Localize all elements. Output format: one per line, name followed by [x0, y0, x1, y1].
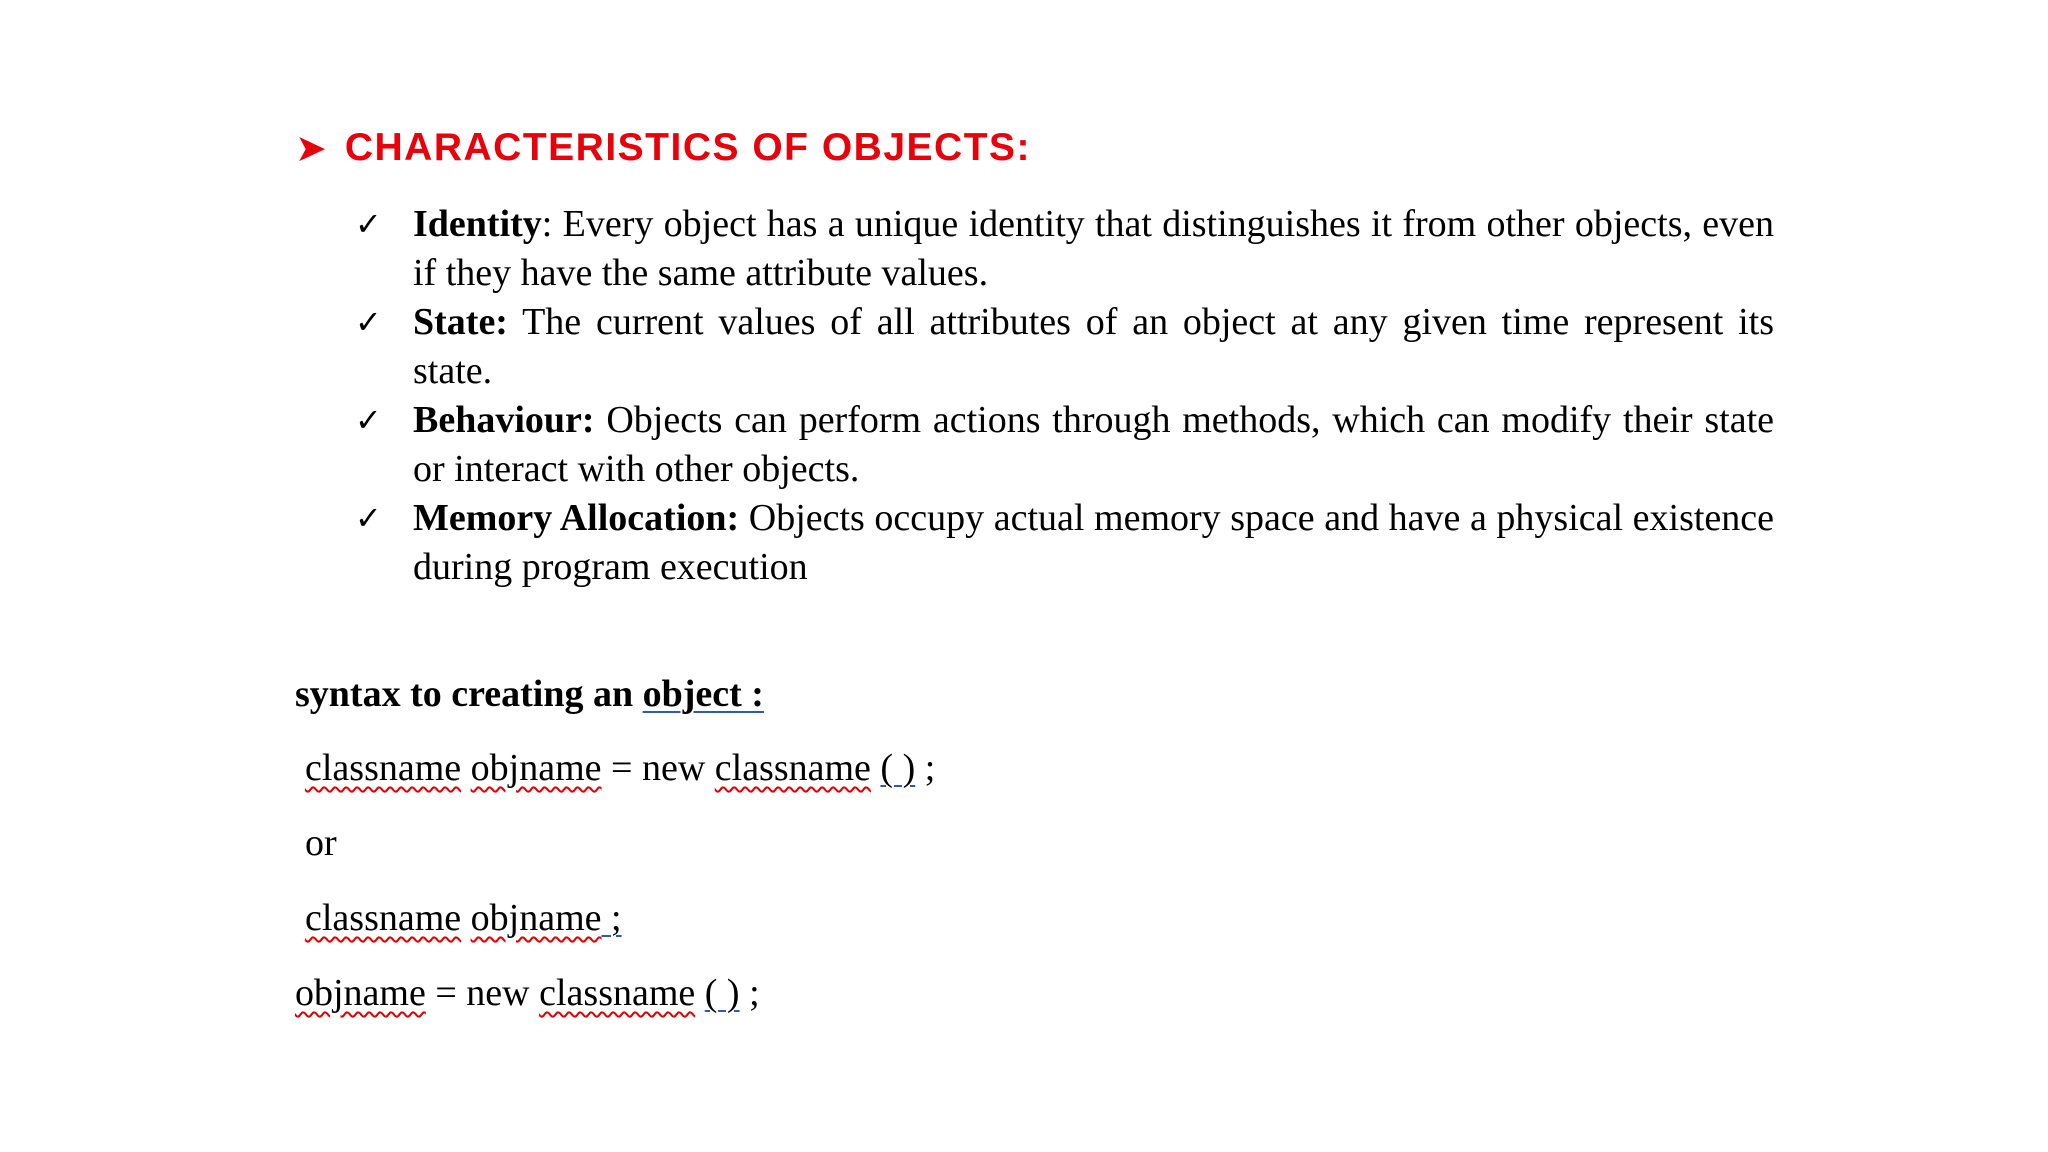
item-separator: [508, 301, 522, 343]
item-separator: :: [541, 203, 563, 245]
syntax-title: [295, 670, 764, 718]
item-text: The current values of all attributes of an object at any given time represent its state.: [413, 301, 1774, 392]
space: [461, 747, 471, 789]
objname-word: objname: [470, 747, 602, 789]
characteristics-list: [355, 200, 1774, 592]
space: [461, 897, 471, 939]
checkmark-icon: ✓: [355, 303, 382, 341]
space: [695, 972, 705, 1014]
syntax-line-declare-create: [305, 744, 935, 792]
item-separator: [595, 399, 607, 441]
semicolon: ;: [915, 747, 936, 789]
objname-word: objname: [470, 897, 602, 939]
item-separator: [739, 497, 749, 539]
item-text: Objects can perform actions through methods, which can modify their state or interact with other objects.: [413, 399, 1774, 490]
checkmark-icon: ✓: [355, 205, 382, 243]
classname-word: classname: [305, 897, 462, 939]
item-term: Memory Allocation:: [413, 497, 740, 539]
space: [871, 747, 881, 789]
item-text: Objects occupy actual memory space and have a physical existence during program execution: [413, 497, 1775, 588]
checkmark-icon: ✓: [355, 499, 382, 537]
syntax-or: or: [305, 822, 337, 864]
classname-word: classname: [305, 747, 462, 789]
assignment-text: = new: [601, 747, 715, 789]
semicolon: ;: [739, 972, 760, 1014]
classname-word: classname: [714, 747, 871, 789]
assignment-text: = new: [425, 972, 540, 1014]
classname-word: classname: [539, 972, 696, 1014]
arrow-bullet-icon: ➤: [295, 126, 327, 170]
item-term: Identity: [413, 203, 542, 245]
list-item: [355, 494, 1774, 591]
list-item: [355, 298, 1774, 395]
parentheses: ( ): [704, 972, 740, 1014]
objname-word: objname: [295, 972, 426, 1014]
semicolon: ;: [601, 897, 622, 939]
syntax-line-declare: [305, 894, 622, 942]
item-term: State:: [413, 301, 508, 343]
parentheses: ( ): [880, 747, 916, 789]
list-item: [355, 200, 1774, 297]
item-term: Behaviour:: [413, 399, 595, 441]
syntax-line-create: [295, 969, 760, 1017]
section-heading: [295, 120, 1031, 176]
item-text: Every object has a unique identity that distinguishes it from other objects, even if they have the same attribute values.: [413, 203, 1774, 294]
syntax-title-prefix: syntax to creating an: [295, 673, 643, 715]
list-item: [355, 396, 1774, 493]
object-link[interactable]: object :: [642, 673, 764, 715]
heading-title: CHARACTERISTICS OF OBJECTS:: [344, 126, 1032, 169]
checkmark-icon: ✓: [355, 401, 382, 439]
